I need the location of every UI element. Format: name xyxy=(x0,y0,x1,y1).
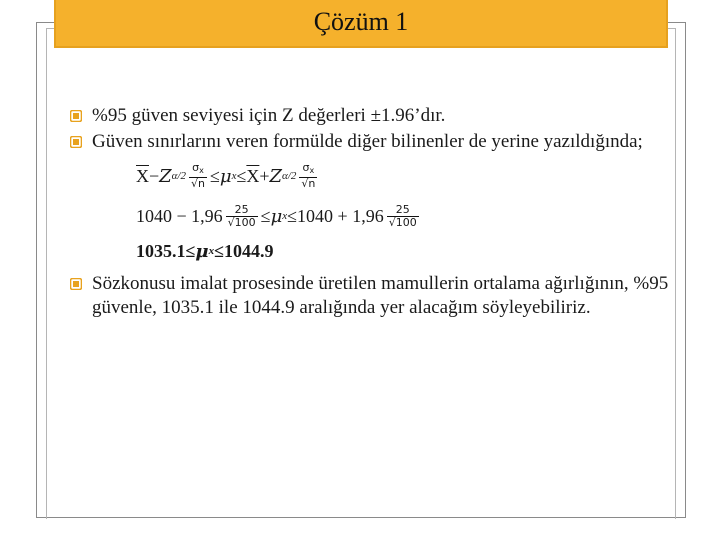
bullet-text: Sözkonusu imalat prosesinde üretilen mamullerin ortalama ağırlığının, %95 güvenle, 1035.1 ile 1044.9 aralığında yer alacağım söyleyebiliriz. xyxy=(92,273,669,318)
fraction-numerator: 25 xyxy=(395,202,410,216)
leq-sign: ≤ xyxy=(287,205,298,226)
mu-subscript: x xyxy=(208,245,215,257)
leq-sign: ≤ xyxy=(236,165,247,186)
leq-sign: ≤ xyxy=(210,165,220,186)
z-symbol: Z xyxy=(159,165,172,187)
leq-sign: ≤ xyxy=(260,205,271,226)
mu-symbol: μ xyxy=(270,205,283,227)
lower-expression: 1040 − 1,96 xyxy=(136,205,223,226)
formula-result xyxy=(136,236,670,266)
mu-subscript: x xyxy=(231,170,237,182)
mu-symbol: μ xyxy=(219,165,232,187)
bullet-icon xyxy=(70,278,82,290)
fraction-denominator: √100 xyxy=(227,215,256,229)
mu-subscript: x xyxy=(282,210,288,222)
alpha-subscript: α/2 xyxy=(282,170,297,182)
sigma-fraction xyxy=(299,162,317,190)
sigma-symbol: σ xyxy=(302,161,310,174)
numeric-fraction xyxy=(226,204,258,229)
bullet-text: Güven sınırlarını veren formülde diğer bilinenler de yerine yazıldığında; xyxy=(92,131,643,152)
bullet-text: %95 güven seviyesi için Z değerleri ±1.96’dır. xyxy=(92,105,446,126)
plus-sign: + xyxy=(259,165,270,186)
sigma-symbol: σ xyxy=(192,161,200,174)
formula-general xyxy=(136,156,670,196)
sigma-subscript: x xyxy=(309,166,315,175)
bullet-icon xyxy=(70,110,82,122)
slide-title: Çözüm 1 xyxy=(313,7,409,36)
upper-expression: 1040 + 1,96 xyxy=(297,205,384,226)
fraction-numerator: 25 xyxy=(234,202,249,216)
sigma-fraction xyxy=(189,162,207,190)
bullet-icon xyxy=(70,136,82,148)
mu-symbol: μ xyxy=(195,240,209,262)
lower-bound: 1035.1 xyxy=(136,240,186,261)
fraction-denominator: √100 xyxy=(388,215,417,229)
bullet-item xyxy=(70,272,670,320)
bullet-item xyxy=(70,130,670,154)
alpha-subscript: α/2 xyxy=(171,170,187,182)
title-bar xyxy=(54,0,668,48)
bullet-item xyxy=(70,104,670,128)
minus-sign: − xyxy=(149,165,160,186)
root-n: √n xyxy=(301,177,316,190)
formula-numeric xyxy=(136,196,670,236)
upper-bound: 1044.9 xyxy=(223,240,274,261)
sigma-subscript: x xyxy=(199,166,204,175)
xbar-symbol: $\overline{X}$ xyxy=(246,165,260,186)
leq-sign: ≤ xyxy=(214,240,224,261)
numeric-fraction xyxy=(387,204,419,229)
z-symbol: Z xyxy=(269,165,283,187)
xbar-symbol: $\overline{X}$ xyxy=(136,165,149,186)
leq-sign: ≤ xyxy=(185,240,196,261)
root-n: √n xyxy=(191,177,205,190)
slide-content xyxy=(70,104,670,322)
